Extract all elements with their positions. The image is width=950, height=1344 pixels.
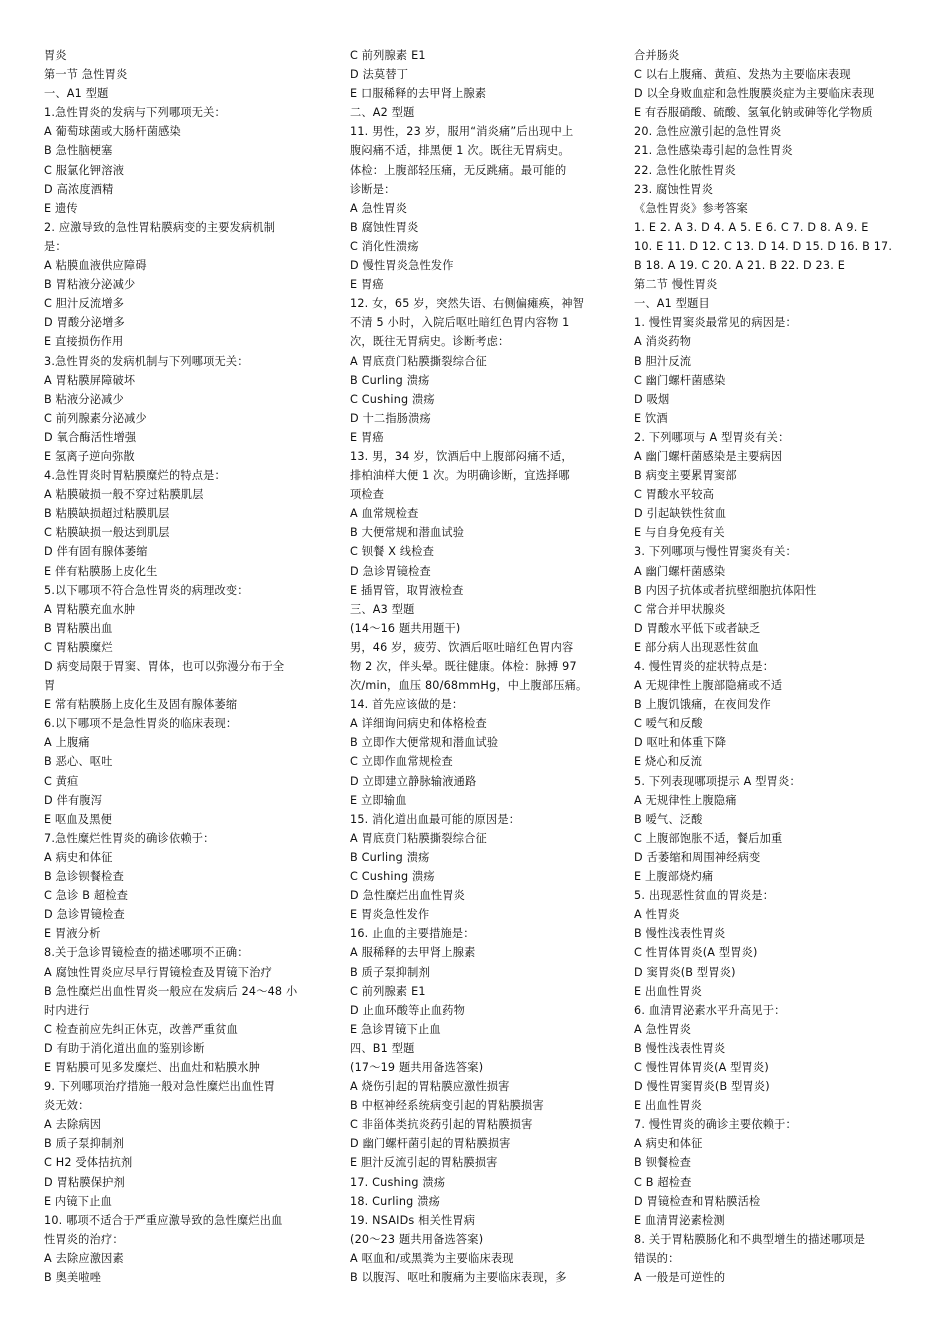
text-line: C Cushing 溃疡 [350, 870, 435, 884]
text-line: 四、B1 型题 [350, 1041, 415, 1055]
text-line: D 伴有腹泻 [44, 793, 103, 807]
text-line: D 有助于消化道出血的鉴别诊断 [44, 1041, 205, 1055]
text-line: A 详细询问病史和体格检查 [350, 717, 487, 731]
text-line: A 葡萄球菌或大肠杆菌感染 [44, 125, 181, 139]
text-line: B 慢性浅表性胃炎 [634, 927, 726, 941]
text-column-middle [350, 46, 606, 1287]
text-line: B Curling 溃疡 [350, 850, 430, 864]
text-line: 10. 哪项不适合于严重应激导致的急性糜烂出血 [44, 1213, 283, 1227]
text-line: 胃 [44, 679, 56, 693]
text-line: 次/min，血压 80/68mmHg，中上腹部压痛。 [350, 679, 588, 693]
text-line: B 立即作大便常规和潜血试验 [350, 736, 499, 750]
text-line: E 胃炎急性发作 [350, 908, 430, 922]
text-line: 7.急性糜烂性胃炎的确诊依赖于： [44, 831, 215, 845]
text-line: B 慢性浅表性胃炎 [634, 1041, 726, 1055]
text-line: 1. E 2. A 3. D 4. A 5. E 6. C 7. D 8. A 9. E [634, 220, 869, 234]
text-line: D 幽门螺杆菌引起的胃粘膜损害 [350, 1137, 511, 1151]
text-line: E 口服稀释的去甲肾上腺素 [350, 87, 487, 101]
text-line: 23. 腐蚀性胃炎 [634, 182, 714, 196]
text-line: D 引起缺铁性贫血 [634, 507, 727, 521]
text-line: E 胃液分析 [44, 927, 101, 941]
text-line: C 慢性胃体胃炎(A 型胃炎) [634, 1060, 769, 1074]
text-line: C 检查前应先纠正休克，改善严重贫血 [44, 1022, 238, 1036]
text-line: 胃炎 [44, 49, 67, 62]
text-line: (20～23 题共用备选答案) [350, 1232, 484, 1246]
text-line: D 氧合酶活性增强 [44, 430, 137, 444]
text-line: C H2 受体拮抗剂 [44, 1156, 133, 1170]
text-line: 12. 女，65 岁，突然失语、右侧偏瘫痪，神智 [350, 297, 585, 311]
text-line: A 去除应激因素 [44, 1251, 124, 1265]
text-line: B 大便常规和潜血试验 [350, 526, 465, 540]
text-line: 时内进行 [44, 1003, 90, 1017]
text-line: C 粘膜缺损一般达到肌层 [44, 526, 170, 540]
text-line: 4.急性胃炎时胃粘膜糜烂的特点是： [44, 469, 226, 483]
text-line: A 粘膜破损一般不穿过粘膜肌层 [44, 488, 204, 502]
text-line: E 直接损伤作用 [44, 335, 124, 349]
text-line: 一、A1 型题 [44, 87, 109, 101]
text-line: 3. 下列哪项与慢性胃窦炎有关： [634, 545, 797, 559]
text-line: 炎无效： [44, 1099, 90, 1113]
text-line: C 胆汁反流增多 [44, 297, 125, 311]
text-line: 二、A2 型题 [350, 106, 415, 120]
text-line: E 血清胃泌素检测 [634, 1213, 725, 1227]
text-line: 18. Curling 溃疡 [350, 1194, 440, 1208]
text-line: B 18. A 19. C 20. A 21. B 22. D 23. E [634, 259, 845, 273]
text-line: B 粘液分泌减少 [44, 392, 124, 406]
text-line: B 上腹饥饿痛，在夜间发作 [634, 698, 771, 712]
text-line: C 性胃体胃炎(A 型胃炎) [634, 946, 758, 960]
text-line: 第一节 急性胃炎 [44, 68, 128, 82]
text-line: 6. 血清胃泌素水平升高见于： [634, 1003, 786, 1017]
text-line: 5. 下列表现哪项提示 A 型胃炎： [634, 774, 801, 788]
text-line: A 呕血和/或黑粪为主要临床表现 [350, 1251, 514, 1265]
text-line: C Cushing 溃疡 [350, 392, 435, 406]
text-line: E 饮酒 [634, 411, 668, 425]
text-line: A 急性胃炎 [634, 1022, 692, 1036]
text-line: C 常合并甲状腺炎 [634, 602, 726, 616]
text-line: C 前列腺素 E1 [350, 984, 426, 998]
text-line: E 胆汁反流引起的胃粘膜损害 [350, 1156, 498, 1170]
text-line: D 胃镜检查和胃粘膜活检 [634, 1194, 761, 1208]
text-line: B 急性脑梗塞 [44, 144, 113, 158]
text-line: C 上腹部饱胀不适，餐后加重 [634, 831, 783, 845]
text-line: E 上腹部烧灼痛 [634, 870, 714, 884]
text-line: C 以右上腹痛、黄疸、发热为主要临床表现 [634, 68, 851, 82]
text-line: 20. 急性应激引起的急性胃炎 [634, 125, 782, 139]
text-line: A 去除病因 [44, 1118, 102, 1132]
text-line: A 急性胃炎 [350, 201, 408, 215]
text-line: A 病史和体征 [44, 850, 113, 864]
text-line: C 急诊 B 超检查 [44, 889, 129, 903]
text-line: B 胆汁反流 [634, 354, 692, 368]
text-line: D 呕吐和体重下降 [634, 736, 727, 750]
text-line: 体检：上腹部轻压痛，无反跳痛。最可能的 [350, 163, 567, 177]
text-line: C 服氯化钾溶液 [44, 163, 125, 177]
text-line: 9. 下列哪项治疗措施一般对急性糜烂出血性胃 [44, 1080, 276, 1094]
text-line: C 黄疸 [44, 774, 79, 788]
text-line: 项检查 [350, 488, 385, 502]
text-line: B 胃粘膜出血 [44, 621, 113, 635]
text-line: D 吸烟 [634, 392, 670, 406]
text-line: 腹闷痛不适，排黑便 1 次。既往无胃病史。 [350, 144, 570, 158]
text-line: E 胃粘膜可见多发糜烂、出血灶和粘膜水肿 [44, 1060, 261, 1074]
text-line: 第二节 慢性胃炎 [634, 278, 718, 292]
text-line: C 立即作血常规检查 [350, 755, 453, 769]
text-line: 错误的： [634, 1251, 680, 1265]
text-line: 5.以下哪项不符合急性胃炎的病理改变： [44, 583, 249, 597]
text-line: D 十二指肠溃疡 [350, 411, 431, 425]
text-line: A 烧伤引起的胃粘膜应激性损害 [350, 1080, 510, 1094]
text-line: 4. 慢性胃炎的症状特点是： [634, 660, 775, 673]
text-line: E 有吞服硝酸、硫酸、氢氧化钠或砷等化学物质 [634, 106, 873, 120]
text-line: 21. 急性感染毒引起的急性胃炎 [634, 144, 793, 158]
text-line: D 窦胃炎(B 型胃炎) [634, 965, 736, 979]
text-line: B 钡餐检查 [634, 1156, 692, 1170]
text-line: B 嗳气、泛酸 [634, 812, 703, 826]
text-line: E 遗传 [44, 201, 78, 215]
text-line: C 非甾体类抗炎药引起的胃粘膜损害 [350, 1118, 533, 1132]
text-line: C B 超检查 [634, 1175, 692, 1189]
text-line: 7. 慢性胃炎的确诊主要依赖于： [634, 1118, 797, 1132]
text-line: 排柏油样大便 1 次。为明确诊断，宜选择哪 [350, 469, 570, 483]
text-line: A 病史和体征 [634, 1137, 703, 1151]
text-line: E 插胃管，取胃液检查 [350, 583, 464, 597]
text-line: A 幽门螺杆菌感染是主要病因 [634, 449, 783, 463]
text-line: E 胃癌 [350, 278, 384, 292]
text-line: 16. 止血的主要措施是： [350, 927, 475, 941]
text-line: 14. 首先应该做的是： [350, 698, 464, 712]
text-line: C 前列腺素分泌减少 [44, 411, 147, 425]
text-line: B 质子泵抑制剂 [44, 1137, 124, 1151]
text-line: C 嗳气和反酸 [634, 717, 703, 731]
text-column-left [44, 46, 322, 1287]
text-line: A 胃粘膜屏障破坏 [44, 373, 136, 387]
text-line: 1.急性胃炎的发病与下列哪项无关： [44, 106, 226, 120]
text-line: 5. 出现恶性贫血的胃炎是： [634, 889, 775, 903]
text-line: E 烧心和反流 [634, 755, 702, 769]
text-line: D 急性糜烂出血性胃炎 [350, 889, 466, 903]
text-line: 8. 关于胃粘膜肠化和不典型增生的描述哪项是 [634, 1232, 866, 1246]
text-line: D 病变局限于胃窦、胃体，也可以弥漫分布于全 [44, 660, 285, 673]
text-line: E 内镜下止血 [44, 1194, 112, 1208]
text-line: 三、A3 型题 [350, 602, 415, 616]
text-line: 19. NSAIDs 相关性胃病 [350, 1213, 476, 1227]
text-line: B 腐蚀性胃炎 [350, 220, 419, 234]
text-line: A 胃底贲门粘膜撕裂综合征 [350, 831, 487, 845]
text-line: 2. 应激导致的急性胃粘膜病变的主要发病机制 [44, 220, 276, 234]
text-line: C 消化性溃疡 [350, 239, 419, 253]
text-line: 合并肠炎 [634, 49, 680, 62]
text-line: 22. 急性化脓性胃炎 [634, 163, 736, 177]
text-line: A 胃粘膜充血水肿 [44, 602, 136, 616]
text-line: A 腐蚀性胃炎应尽早行胃镜检查及胃镜下治疗 [44, 965, 272, 979]
text-line: E 伴有粘膜肠上皮化生 [44, 564, 158, 578]
text-line: B 病变主要累胃窦部 [634, 469, 737, 483]
text-line: A 上腹痛 [44, 736, 90, 750]
text-line: A 无规律性上腹部隐痛或不适 [634, 679, 783, 693]
text-line: C 钡餐 X 线检查 [350, 545, 435, 559]
text-line: D 慢性胃窦胃炎(B 型胃炎) [634, 1080, 770, 1094]
text-line: 10. E 11. D 12. C 13. D 14. D 15. D 16. B 17. [634, 239, 893, 253]
text-line: 是： [44, 239, 67, 253]
text-line: D 胃粘膜保护剂 [44, 1175, 125, 1189]
text-line: B 中枢神经系统病变引起的胃粘膜损害 [350, 1099, 544, 1113]
text-line: A 粘膜血液供应障碍 [44, 259, 147, 273]
text-line: B 胃粘液分泌减少 [44, 278, 136, 292]
text-line: B 急诊钡餐检查 [44, 870, 124, 884]
text-line: D 急诊胃镜检查 [350, 564, 431, 578]
text-column-right [634, 46, 914, 1287]
text-line: 一、A1 型题目 [634, 297, 710, 311]
text-line: A 血常规检查 [350, 507, 419, 521]
text-line: 男，46 岁，疲劳、饮酒后呕吐暗红色胃内容 [350, 640, 574, 654]
text-line: A 无规律性上腹隐痛 [634, 793, 737, 807]
text-line: A 幽门螺杆菌感染 [634, 564, 726, 578]
text-line: 2. 下列哪项与 A 型胃炎有关： [634, 430, 790, 444]
text-line: E 呕血及黑便 [44, 812, 112, 826]
text-line: B 质子泵抑制剂 [350, 965, 430, 979]
text-line: D 胃酸水平低下或者缺乏 [634, 621, 761, 635]
text-line: D 慢性胃炎急性发作 [350, 259, 454, 273]
text-line: 11. 男性，23 岁，服用“消炎痛”后出现中上 [350, 125, 574, 139]
text-line: 性胃炎的治疗： [44, 1232, 124, 1246]
text-line: 不清 5 小时，入院后呕吐暗红色胃内容物 1 [350, 316, 570, 330]
text-line: D 胃酸分泌增多 [44, 316, 125, 330]
text-line: 次，既往无胃病史。诊断考虑： [350, 335, 510, 349]
text-line: A 胃底贲门粘膜撕裂综合征 [350, 354, 487, 368]
text-line: A 服稀释的去甲肾上腺素 [350, 946, 476, 960]
text-line: C 胃粘膜糜烂 [44, 640, 113, 654]
text-line: D 法莫替丁 [350, 68, 409, 82]
text-line: C 前列腺素 E1 [350, 49, 426, 62]
text-line: E 胃癌 [350, 430, 384, 444]
text-line: 诊断是： [350, 182, 396, 196]
text-line: 8.关于急诊胃镜检查的描述哪项不正确： [44, 946, 249, 960]
text-line: 《急性胃炎》参考答案 [634, 201, 748, 215]
text-line: 1. 慢性胃窦炎最常见的病因是： [634, 316, 797, 330]
text-line: 13. 男，34 岁，饮酒后中上腹部闷痛不适， [350, 449, 573, 463]
text-line: B 以腹泻、呕吐和腹痛为主要临床表现，多 [350, 1271, 567, 1284]
text-line: D 立即建立静脉输液通路 [350, 774, 477, 788]
text-line: (17～19 题共用备选答案) [350, 1060, 484, 1074]
text-line: 15. 消化道出血最可能的原因是： [350, 812, 521, 826]
text-line: E 部分病人出现恶性贫血 [634, 640, 759, 654]
text-line: B 急性糜烂出血性胃炎一般应在发病后 24～48 小 [44, 984, 298, 998]
text-line: B 奥美啦唑 [44, 1271, 102, 1284]
text-line: B 内因子抗体或者抗壁细胞抗体阳性 [634, 583, 817, 597]
text-line: B 粘膜缺损超过粘膜肌层 [44, 507, 170, 521]
text-line: A 一般是可逆性的 [634, 1271, 726, 1284]
text-line: E 氢离子逆向弥散 [44, 449, 135, 463]
text-line: D 急诊胃镜检查 [44, 908, 125, 922]
text-line: C 胃酸水平较高 [634, 488, 715, 502]
text-line: D 止血环酸等止血药物 [350, 1003, 466, 1017]
text-line: E 与自身免疫有关 [634, 526, 725, 540]
text-line: (14～16 题共用题干) [350, 621, 461, 635]
text-line: B Curling 溃疡 [350, 373, 430, 387]
text-line: A 消炎药物 [634, 335, 692, 349]
text-line: 物 2 次，伴头晕。既往健康。体检：脉搏 97 [350, 660, 577, 673]
text-line: D 以全身败血症和急性腹膜炎症为主要临床表现 [634, 87, 875, 101]
text-line: D 伴有固有腺体萎缩 [44, 545, 148, 559]
text-line: B 恶心、呕吐 [44, 755, 113, 769]
text-line: E 出血性胃炎 [634, 1099, 702, 1113]
text-line: E 急诊胃镜下止血 [350, 1022, 441, 1036]
text-line: E 常有粘膜肠上皮化生及固有腺体萎缩 [44, 698, 238, 712]
text-line: E 立即输血 [350, 793, 407, 807]
text-line: D 舌萎缩和周围神经病变 [634, 850, 761, 864]
text-line: D 高浓度酒精 [44, 182, 114, 196]
text-line: 17. Cushing 溃疡 [350, 1175, 446, 1189]
text-line: A 性胃炎 [634, 908, 680, 922]
text-line: 6.以下哪项不是急性胃炎的临床表现： [44, 717, 238, 731]
text-line: E 出血性胃炎 [634, 984, 702, 998]
text-line: C 幽门螺杆菌感染 [634, 373, 726, 387]
text-line: 3.急性胃炎的发病机制与下列哪项无关： [44, 354, 249, 368]
